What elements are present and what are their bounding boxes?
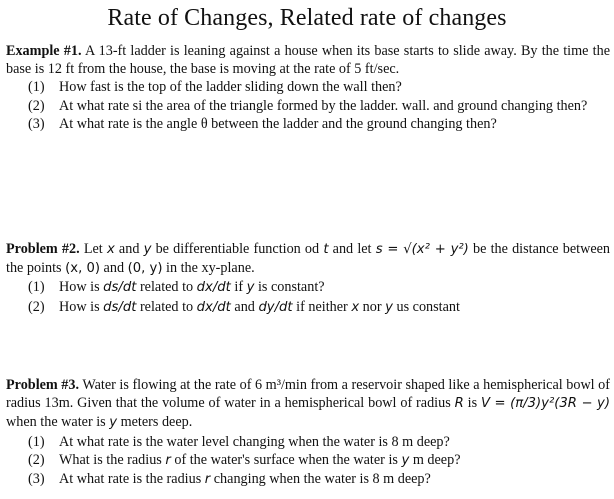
distance-formula: s = √(x² + y²) — [375, 242, 469, 257]
math-var: y — [385, 299, 393, 315]
text-fragment: meters deep. — [117, 414, 193, 431]
item-text: At what rate si the area of the triangle formed by the ladder. wall. and ground changing then? — [59, 97, 588, 114]
math-var: y — [143, 242, 152, 257]
text-fragment: Let — [79, 241, 107, 257]
text-fragment: if neither — [292, 298, 352, 315]
math-expr: dx/dt — [196, 280, 231, 296]
text-fragment: What is the radius — [59, 451, 166, 468]
text-fragment: and let — [328, 241, 376, 257]
list-item — [6, 433, 610, 451]
math-point: (x, 0) — [65, 261, 100, 277]
item-text: At what rate is the angle θ between the ladder and the ground changing then? — [59, 115, 497, 132]
item-number: (1) — [28, 279, 45, 296]
item-number: (2) — [28, 451, 45, 468]
list-item — [6, 78, 610, 96]
problem-2-statement — [6, 240, 610, 278]
list-item — [6, 451, 610, 470]
list-item — [6, 115, 610, 133]
example-1-text: A 13-ft ladder is leaning against a house when its base starts to slide away. By the time the base is 12 ft from the house, the base is moving at the rate of 5 ft/sec. — [6, 43, 610, 78]
text-fragment: is — [463, 395, 481, 412]
text-fragment: in the xy-plane. — [162, 260, 255, 277]
text-fragment: and — [230, 298, 259, 315]
text-fragment: changing when the water is 8 m deep? — [210, 471, 431, 488]
text-fragment: How is — [59, 279, 104, 296]
math-var: x — [106, 242, 115, 257]
math-var: y — [109, 415, 118, 431]
math-var: y — [246, 280, 255, 296]
math-var: t — [323, 242, 329, 257]
math-expr: dx/dt — [196, 299, 231, 315]
problem-3-statement — [6, 376, 610, 433]
text-fragment: nor — [359, 298, 386, 315]
math-expr: ds/dt — [103, 280, 137, 296]
text-fragment: is constant? — [254, 279, 325, 296]
list-item — [6, 97, 610, 115]
item-number: (3) — [28, 115, 45, 132]
problem-3 — [6, 376, 610, 489]
item-number: (3) — [28, 471, 45, 488]
text-fragment: when the water is — [6, 414, 110, 431]
text-fragment: How is — [59, 298, 104, 315]
item-number: (2) — [28, 97, 45, 114]
example-1-statement — [6, 42, 610, 78]
text-fragment: us constant — [392, 298, 460, 315]
text-fragment: be the distance between the points — [6, 241, 611, 277]
item-number: (1) — [28, 79, 45, 96]
text-fragment: related to — [136, 298, 197, 315]
math-var: R — [454, 396, 464, 412]
list-item — [6, 278, 610, 297]
item-number: (2) — [28, 298, 45, 315]
page-title: Rate of Changes, Related rate of changes — [107, 5, 507, 31]
math-point: (0, y) — [127, 261, 163, 277]
example-1-label: Example #1. — [6, 43, 82, 59]
text-fragment: m deep? — [409, 451, 461, 468]
text-fragment: if — [230, 279, 247, 296]
volume-formula: V = (π/3)y²(3R − y) — [480, 396, 610, 412]
text-fragment: and — [100, 260, 128, 277]
problem-2-label: Problem #2. — [6, 241, 80, 257]
text-fragment: Water is flowing at the rate of 6 m³/min from a reservoir shaped like a hemispherical bowl of radius 13m. Given that the volume of water in a hemispherical bowl of radius — [6, 377, 611, 412]
problem-3-label: Problem #3. — [6, 377, 80, 393]
example-1 — [6, 42, 610, 133]
text-fragment: of the water's surface when the water is — [170, 451, 402, 468]
math-var: r — [204, 472, 211, 488]
math-var: r — [165, 452, 171, 468]
problem-2-questions — [6, 278, 610, 316]
math-var: x — [351, 299, 360, 315]
text-fragment: be differentiable function od — [151, 241, 324, 257]
problem-3-questions — [6, 433, 610, 490]
item-text: At what rate is the water level changing when the water is 8 m deep? — [59, 433, 450, 450]
list-item — [6, 470, 610, 489]
item-number: (1) — [28, 433, 45, 450]
problem-2 — [6, 240, 610, 317]
example-1-questions — [6, 78, 610, 133]
text-fragment: related to — [136, 279, 197, 296]
math-var: y — [401, 452, 410, 468]
list-item — [6, 298, 610, 317]
item-text: How fast is the top of the ladder sliding down the wall then? — [59, 79, 402, 96]
text-fragment: At what rate is the radius — [59, 471, 205, 488]
text-fragment: and — [114, 241, 144, 257]
math-expr: dy/dt — [258, 299, 293, 315]
math-expr: ds/dt — [103, 299, 137, 315]
